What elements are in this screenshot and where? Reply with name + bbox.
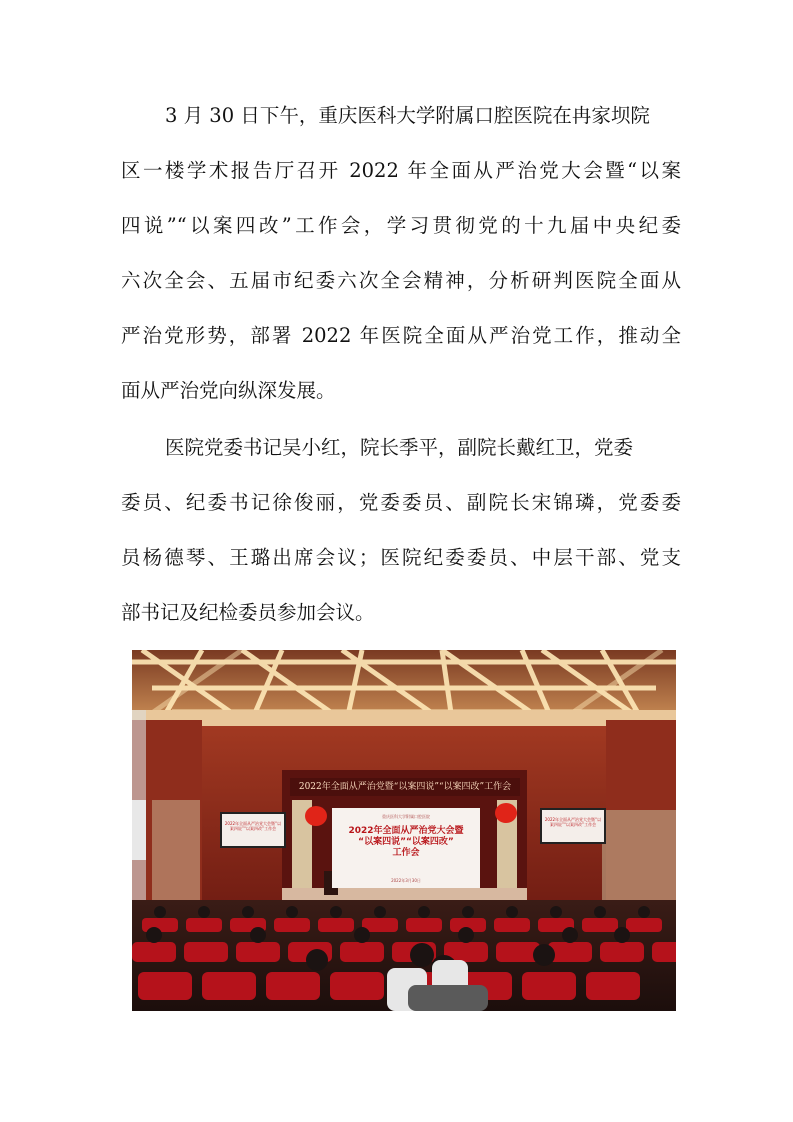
text-line: 四说”“以案四改”工作会，学习贯彻党的十九届中央纪委 (121, 214, 681, 237)
text-line: 严治党形势，部署 2022 年医院全面从严治党工作，推动全 (121, 324, 681, 347)
text-line: 医院党委书记吴小红，院长季平，副院长戴红卫，党委 (165, 436, 634, 459)
stage-screen (332, 808, 480, 888)
text-line: 六次全会、五届市纪委六次全会精神，分析研判医院全面从 (121, 269, 681, 292)
right-side-screen (540, 808, 606, 844)
meeting-photo (132, 650, 676, 1011)
text-line: 部书记及纪检委员参加会议。 (121, 601, 375, 624)
screen-org: 重庆医科大学附属口腔医院 (382, 814, 430, 819)
text-line: 区一楼学术报告厅召开 2022 年全面从严治党大会暨“以案 (121, 159, 681, 182)
text-line: 委员、纪委书记徐俊丽，党委委员、副院长宋锦璘，党委委 (121, 491, 681, 514)
side-screen-text: 2022年全面从严治党大会暨“以案四说”“以案四改”工作会 (544, 817, 602, 827)
text-line: 面从严治党向纵深发展。 (121, 379, 336, 402)
screen-date: 2022年3月30日 (391, 878, 421, 883)
text-line: 员杨德琴、王璐出席会议；医院纪委委员、中层干部、党支 (121, 546, 681, 569)
stage-banner: 2022年全面从严治党暨“以案四说”“以案四改”工作会 (290, 778, 520, 796)
side-screen-text: 2022年全面从严治党大会暨“以案四说”“以案四改”工作会 (224, 821, 282, 831)
screen-title: 2022年全面从严治党大会暨 “以案四说”“以案四改” 工作会 (348, 826, 464, 858)
text-line: 3 月 30 日下午，重庆医科大学附属口腔医院在冉家坝院 (165, 104, 650, 127)
left-side-screen (220, 812, 286, 848)
